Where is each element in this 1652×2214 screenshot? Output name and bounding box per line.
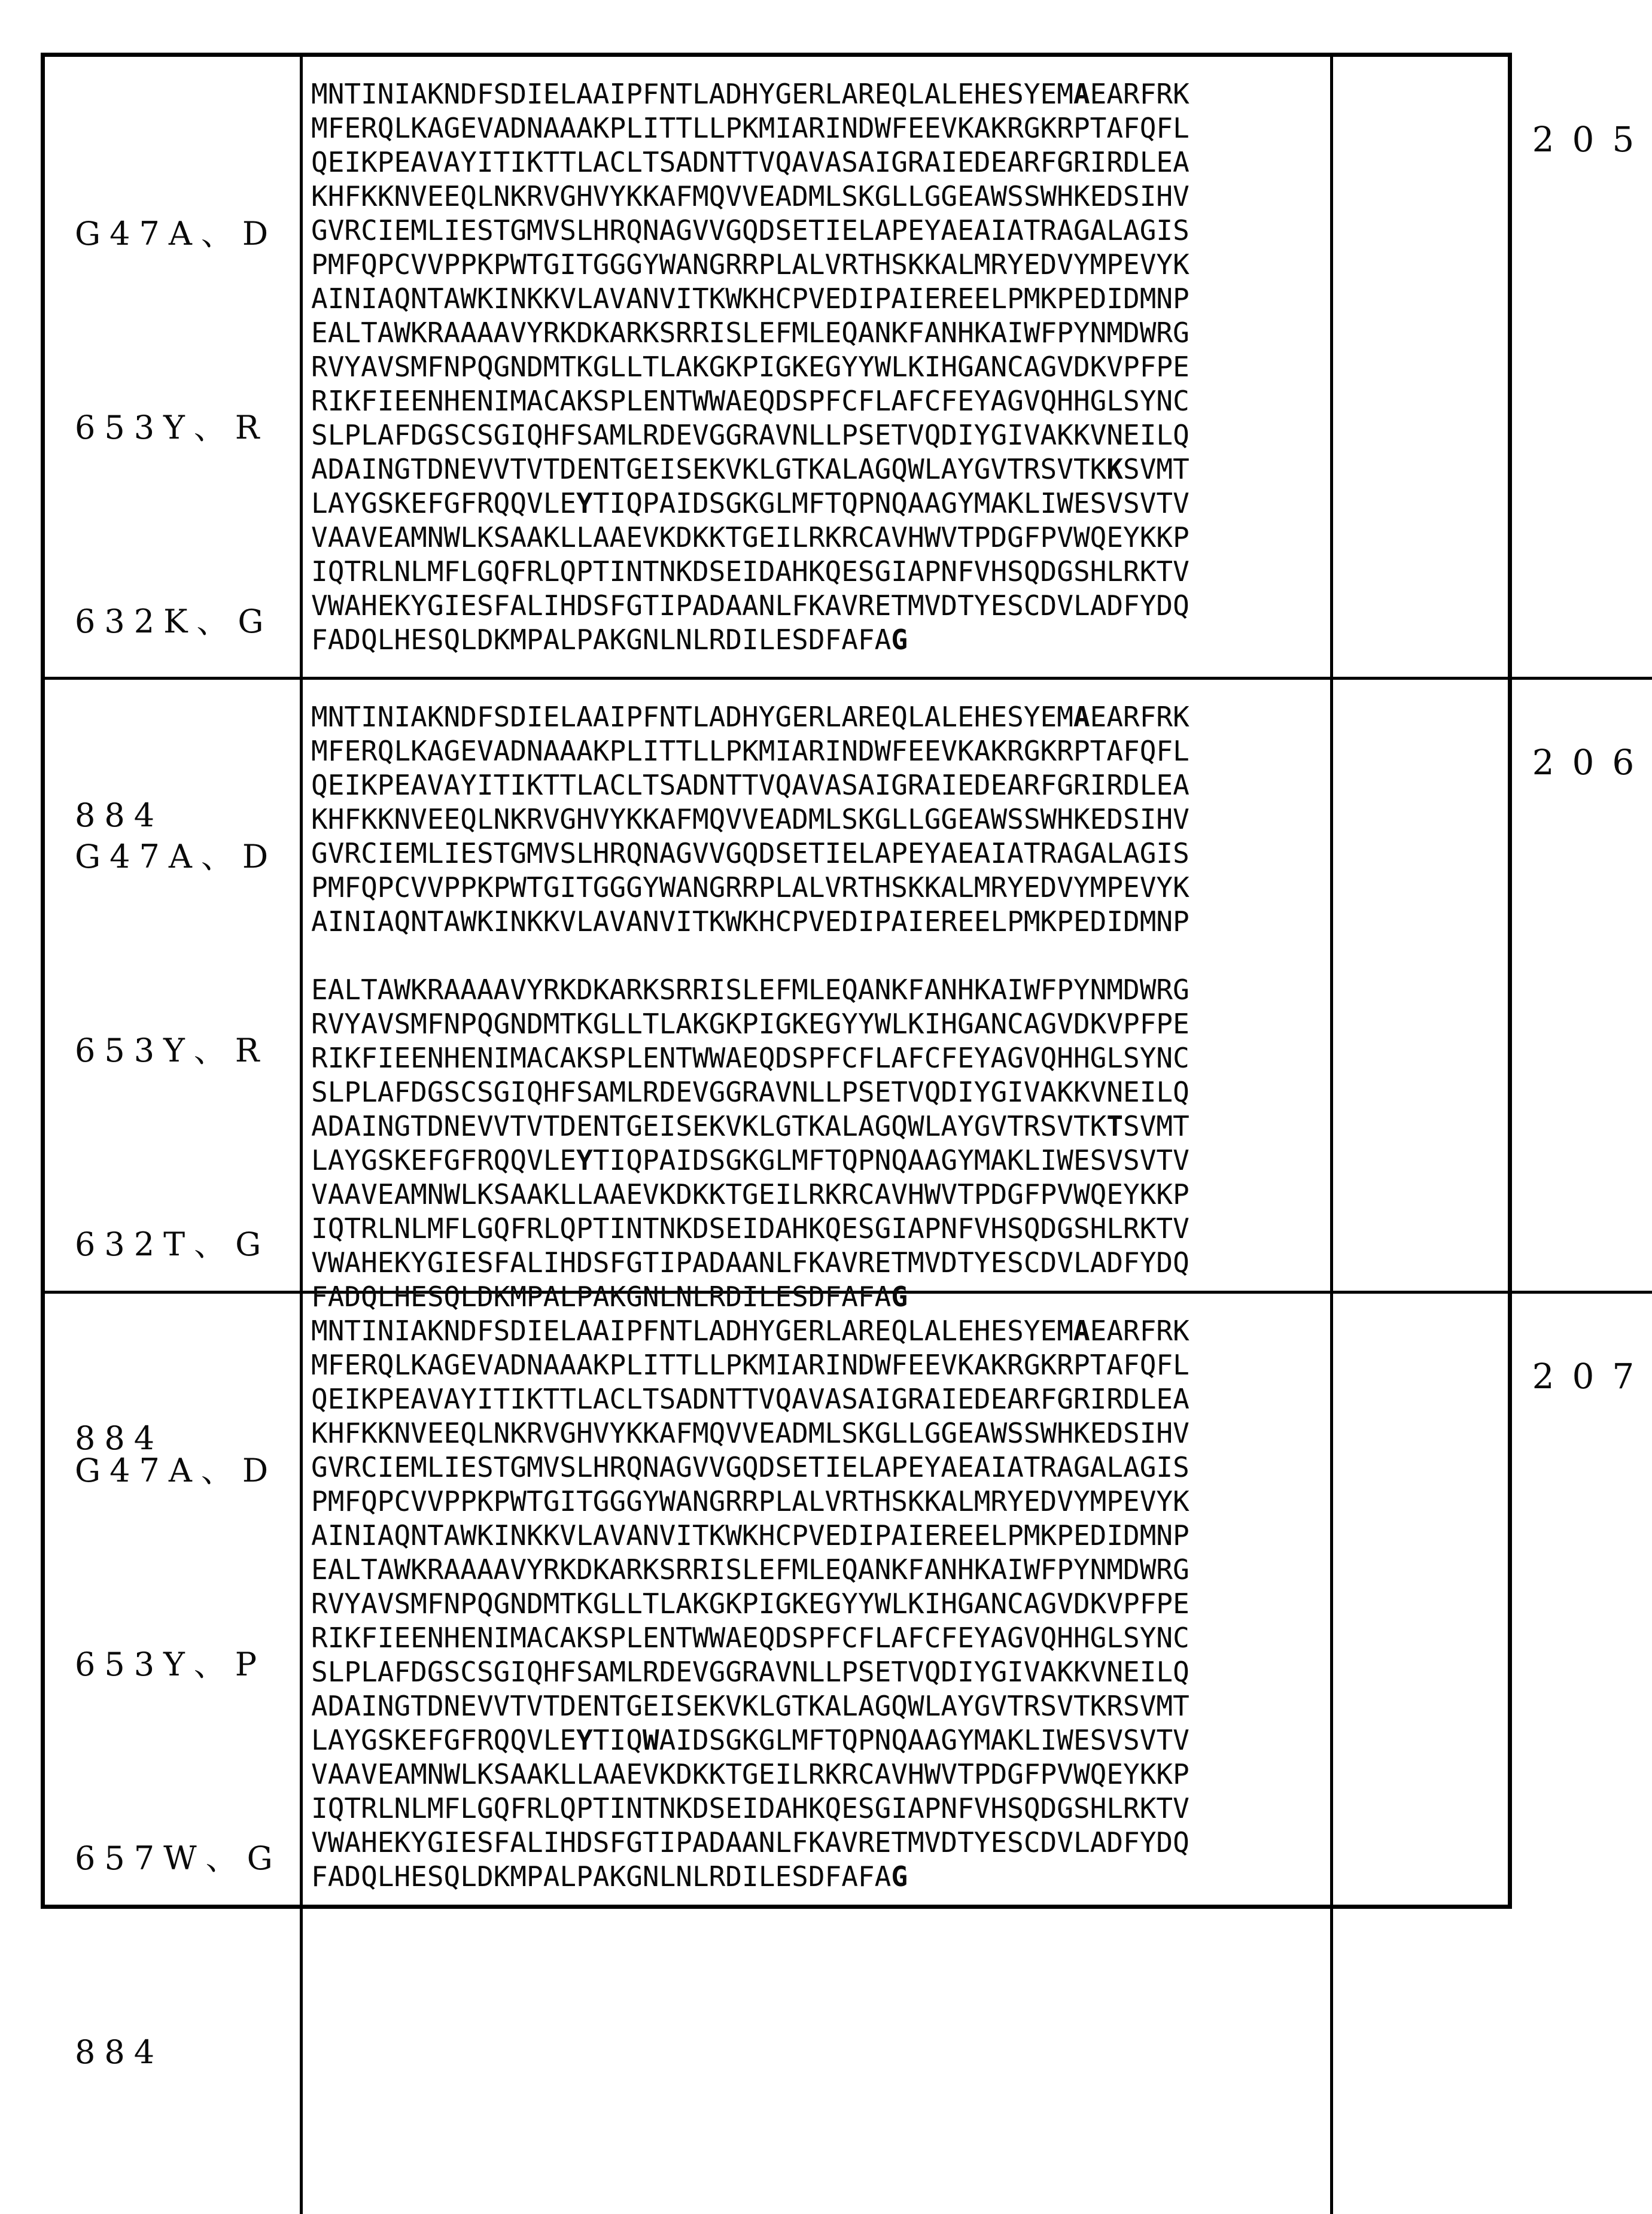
- sequence-line: [311, 589, 1330, 623]
- sequence-segment: RVYAVSMFNPQGNDMTKGLLTLAKGKPIGKEGYYWLKIHGANCAGVDKVPFPE: [311, 1587, 1189, 1620]
- sequence-line: [311, 1621, 1330, 1655]
- sequence-segment: RVYAVSMFNPQGNDMTKGLLTLAKGKPIGKEGYYWLKIHGANCAGVDKVPFPE: [311, 351, 1189, 383]
- mutation-label-line: G47A、D: [75, 1452, 278, 1489]
- sequence-segment: AIDSGKGLMFTQPNQAAGYMAKLIWESVSVTV: [659, 1724, 1189, 1756]
- sequence-segment: VWAHEKYGIESFALIHDSFGTIPADAANLFKAVRETMVDTYESCDVLADFYDQ: [311, 1826, 1189, 1859]
- seq-id-number: 207: [1532, 1356, 1652, 1397]
- sequence-segment: KHFKKNVEEQLNKRVGHVYKKAFMQVVEADMLSKGLLGGEAWSSWHKEDSIHV: [311, 803, 1189, 835]
- sequence-segment: IQTRLNLMFLGQFRLQPTINTNKDSEIDAHKQESGIAPNFVHSQDGSHLRKTV: [311, 555, 1189, 588]
- sequence-segment: VWAHEKYGIESFALIHDSFGTIPADAANLFKAVRETMVDTYESCDVLADFYDQ: [311, 589, 1189, 622]
- sequence-line: [311, 1792, 1330, 1826]
- sequence-line: [311, 555, 1330, 589]
- sequence-segment: TIQ: [592, 1724, 643, 1756]
- sequence-line: [311, 700, 1330, 734]
- sequence-segment: LAYGSKEFGFRQQVLE: [311, 1144, 577, 1176]
- sequence-table: [41, 53, 1652, 2071]
- mutated-residue: A: [1073, 1315, 1090, 1347]
- seq-id-number: 205: [1532, 119, 1652, 160]
- sequence-line: [311, 384, 1330, 418]
- sequence-segment: AINIAQNTAWKINKKVLAVANVITKWKHCPVEDIPAIEREELPMKPEDIDMNP: [311, 905, 1189, 938]
- mutation-label-line: G47A、D: [75, 215, 278, 253]
- sequence-segment: FADQLHESQLDKMPALPAKGNLNLRDILESDFAFA: [311, 1860, 892, 1893]
- mutated-residue: K: [1106, 453, 1124, 485]
- sequence-line: [311, 316, 1330, 350]
- mutation-label-cell-1: [45, 57, 303, 834]
- sequence-line: [311, 734, 1330, 768]
- sequence-line: [311, 1041, 1330, 1075]
- mutated-residue: A: [1073, 78, 1090, 110]
- sequence-line: [311, 1826, 1330, 1860]
- mutated-residue: G: [891, 1281, 908, 1313]
- sequence-line: [311, 77, 1330, 111]
- sequence-line: [311, 1212, 1330, 1246]
- mutation-label-cell-3: [45, 1294, 303, 2214]
- sequence-segment: SVMT: [1123, 1110, 1189, 1142]
- mutated-residue: W: [642, 1724, 659, 1756]
- sequence-line: [311, 452, 1330, 486]
- sequence-segment: ADAINGTDNEVVTVTDENTGEISEKVKLGTKALAGQWLAYGVTRSVTK: [311, 453, 1107, 485]
- mutated-residue: T: [1106, 1110, 1124, 1142]
- sequence-segment: VAAVEAMNWLKSAAKLLAAEVKDKKTGEILRKRCAVHWVTPDGFPVWQEYKKP: [311, 521, 1189, 554]
- sequence-segment: MFERQLKAGEVADNAAAKPLITTLLPKMIARINDWFEEVKAKRGKRPTAFQFL: [311, 112, 1189, 144]
- sequence-segment: ADAINGTDNEVVTVTDENTGEISEKVKLGTKALAGQWLAYGVTRSVTK: [311, 1110, 1107, 1142]
- protein-sequence-cell-1: [303, 57, 1333, 680]
- sequence-segment: IQTRLNLMFLGQFRLQPTINTNKDSEIDAHKQESGIAPNFVHSQDGSHLRKTV: [311, 1212, 1189, 1245]
- sequence-segment: QEIKPEAVAYITIKTTLACLTSADNTTVQAVASAIGRAIEDEARFGRIRDLEA: [311, 1383, 1189, 1415]
- sequence-segment: QEIKPEAVAYITIKTTLACLTSADNTTVQAVASAIGRAIEDEARFGRIRDLEA: [311, 769, 1189, 801]
- mutated-residue: G: [891, 1860, 908, 1893]
- mutation-label-line: G47A、D: [75, 838, 278, 875]
- sequence-line: [311, 1485, 1330, 1519]
- sequence-line: [311, 1144, 1330, 1178]
- sequence-line: [311, 1519, 1330, 1553]
- sequence-line: [311, 1723, 1330, 1757]
- sequence-line: [311, 871, 1330, 905]
- sequence-segment: LAYGSKEFGFRQQVLE: [311, 487, 577, 519]
- sequence-line: [311, 1757, 1330, 1792]
- mutated-residue: A: [1073, 701, 1090, 733]
- mutation-label-line: 632K、G: [75, 603, 273, 640]
- sequence-segment: MFERQLKAGEVADNAAAKPLITTLLPKMIARINDWFEEVKAKRGKRPTAFQFL: [311, 1349, 1189, 1381]
- sequence-segment: EARFRK: [1090, 78, 1189, 110]
- sequence-line: [311, 973, 1330, 1007]
- sequence-line: [311, 768, 1330, 802]
- sequence-segment: AINIAQNTAWKINKKVLAVANVITKWKHCPVEDIPAIEREELPMKPEDIDMNP: [311, 282, 1189, 315]
- mutation-label-line: 653Y、R: [75, 409, 269, 446]
- sequence-segment: RIKFIEENHENIMACAKSPLENTWWAEQDSPFCFLAFCFEYAGVQHHGLSYNC: [311, 1042, 1189, 1074]
- mutated-residue: Y: [576, 487, 593, 519]
- sequence-segment: FADQLHESQLDKMPALPAKGNLNLRDILESDFAFA: [311, 624, 892, 656]
- mutation-label-line: 653Y、R: [75, 1032, 269, 1069]
- sequence-segment: KHFKKNVEEQLNKRVGHVYKKAFMQVVEADMLSKGLLGGEAWSSWHKEDSIHV: [311, 1417, 1189, 1449]
- sequence-line: [311, 418, 1330, 452]
- sequence-line: [311, 1178, 1330, 1212]
- protein-sequence-cell-2: [303, 680, 1333, 1313]
- sequence-segment: EALTAWKRAAAAVYRKDKARKSRRISLEFMLEQANKFANHKAIWFPYNMDWRG: [311, 974, 1189, 1006]
- protein-sequence-cell-3: [303, 1294, 1333, 2214]
- mutation-label-line: 884: [75, 2033, 164, 2071]
- sequence-segment: VAAVEAMNWLKSAAKLLAAEVKDKKTGEILRKRCAVHWVTPDGFPVWQEYKKP: [311, 1178, 1189, 1211]
- sequence-segment: GVRCIEMLIESTGMVSLHRQNAGVVGQDSETIELAPEYAEAIATRAGALAGIS: [311, 837, 1189, 869]
- sequence-segment: GVRCIEMLIESTGMVSLHRQNAGVVGQDSETIELAPEYAEAIATRAGALAGIS: [311, 214, 1189, 247]
- sequence-line: [311, 1553, 1330, 1587]
- sequence-line: [311, 1348, 1330, 1382]
- sequence-line: [311, 1007, 1330, 1041]
- sequence-line: [311, 1246, 1330, 1280]
- sequence-line: [311, 248, 1330, 282]
- sequence-line: [311, 180, 1330, 214]
- sequence-segment: MNTINIAKNDFSDIELAAIPFNTLADHYGERLAREQLALEHESYEM: [311, 78, 1073, 110]
- sequence-segment: VAAVEAMNWLKSAAKLLAAEVKDKKTGEILRKRCAVHWVTPDGFPVWQEYKKP: [311, 1758, 1189, 1790]
- sequence-segment: TIQPAIDSGKGLMFTQPNQAAGYMAKLIWESVSVTV: [592, 1144, 1189, 1176]
- seq-id-cell-3: [1333, 1294, 1652, 2214]
- sequence-segment: PMFQPCVVPPKPWTGITGGGYWANGRRPLALVRTHSKKALMRYEDVYMPEVYK: [311, 871, 1189, 904]
- sequence-line: [311, 1450, 1330, 1485]
- sequence-segment: ADAINGTDNEVVTVTDENTGEISEKVKLGTKALAGQWLAYGVTRSVTKRSVMT: [311, 1690, 1189, 1722]
- sequence-segment: RIKFIEENHENIMACAKSPLENTWWAEQDSPFCFLAFCFEYAGVQHHGLSYNC: [311, 1622, 1189, 1654]
- sequence-line: [311, 214, 1330, 248]
- sequence-segment: MNTINIAKNDFSDIELAAIPFNTLADHYGERLAREQLALEHESYEM: [311, 1315, 1073, 1347]
- sequence-segment: LAYGSKEFGFRQQVLE: [311, 1724, 577, 1756]
- sequence-line: [311, 1314, 1330, 1348]
- sequence-segment: GVRCIEMLIESTGMVSLHRQNAGVVGQDSETIELAPEYAEAIATRAGALAGIS: [311, 1451, 1189, 1483]
- sequence-segment: EARFRK: [1090, 701, 1189, 733]
- sequence-segment: MNTINIAKNDFSDIELAAIPFNTLADHYGERLAREQLALEHESYEM: [311, 701, 1073, 733]
- sequence-line: [311, 623, 1330, 657]
- sequence-segment: IQTRLNLMFLGQFRLQPTINTNKDSEIDAHKQESGIAPNFVHSQDGSHLRKTV: [311, 1792, 1189, 1824]
- sequence-line: [311, 1382, 1330, 1416]
- sequence-segment: PMFQPCVVPPKPWTGITGGGYWANGRRPLALVRTHSKKALMRYEDVYMPEVYK: [311, 248, 1189, 281]
- sequence-segment: EALTAWKRAAAAVYRKDKARKSRRISLEFMLEQANKFANHKAIWFPYNMDWRG: [311, 317, 1189, 349]
- sequence-segment: QEIKPEAVAYITIKTTLACLTSADNTTVQAVASAIGRAIEDEARFGRIRDLEA: [311, 146, 1189, 178]
- sequence-line: [311, 1587, 1330, 1621]
- sequence-line: [311, 350, 1330, 384]
- sequence-line: [311, 486, 1330, 521]
- sequence-line: [311, 837, 1330, 871]
- mutated-residue: Y: [576, 1144, 593, 1176]
- mutation-label-line: 653Y、P: [75, 1646, 266, 1683]
- sequence-segment: KHFKKNVEEQLNKRVGHVYKKAFMQVVEADMLSKGLLGGEAWSSWHKEDSIHV: [311, 180, 1189, 212]
- seq-id-number: 206: [1532, 742, 1652, 783]
- sequence-line: [311, 111, 1330, 145]
- sequence-segment: FADQLHESQLDKMPALPAKGNLNLRDILESDFAFA: [311, 1281, 892, 1313]
- sequence-segment: MFERQLKAGEVADNAAAKPLITTLLPKMIARINDWFEEVKAKRGKRPTAFQFL: [311, 735, 1189, 767]
- mutation-label-cell-2: [45, 680, 303, 1457]
- sequence-segment: VWAHEKYGIESFALIHDSFGTIPADAANLFKAVRETMVDTYESCDVLADFYDQ: [311, 1246, 1189, 1279]
- mutation-label-line: 884: [75, 1419, 164, 1457]
- mutation-label-line: 632T、G: [75, 1225, 270, 1263]
- sequence-line: [311, 905, 1330, 939]
- sequence-segment: PMFQPCVVPPKPWTGITGGGYWANGRRPLALVRTHSKKALMRYEDVYMPEVYK: [311, 1485, 1189, 1517]
- sequence-line: [311, 1075, 1330, 1109]
- sequence-segment: SVMT: [1123, 453, 1189, 485]
- sequence-segment: SLPLAFDGSCSGIQHFSAMLRDEVGGRAVNLLPSETVQDIYGIVAKKVNEILQ: [311, 1076, 1189, 1108]
- sequence-blank-line: [311, 939, 1330, 973]
- sequence-line: [311, 1689, 1330, 1723]
- sequence-segment: EARFRK: [1090, 1315, 1189, 1347]
- sequence-segment: AINIAQNTAWKINKKVLAVANVITKWKHCPVEDIPAIEREELPMKPEDIDMNP: [311, 1519, 1189, 1552]
- sequence-line: [311, 1655, 1330, 1689]
- sequence-segment: TIQPAIDSGKGLMFTQPNQAAGYMAKLIWESVSVTV: [592, 487, 1189, 519]
- sequence-line: [311, 1860, 1330, 1894]
- sequence-line: [311, 282, 1330, 316]
- mutation-label-line: 884: [75, 796, 164, 834]
- sequence-line: [311, 1416, 1330, 1450]
- sequence-line: [311, 802, 1330, 837]
- sequence-segment: SLPLAFDGSCSGIQHFSAMLRDEVGGRAVNLLPSETVQDIYGIVAKKVNEILQ: [311, 419, 1189, 451]
- sequence-line: [311, 145, 1330, 180]
- seq-id-cell-2: [1333, 680, 1652, 1294]
- mutated-residue: G: [891, 624, 908, 656]
- mutated-residue: Y: [576, 1724, 593, 1756]
- mutation-label-line: 657W、G: [75, 1839, 282, 1877]
- sequence-line: [311, 1109, 1330, 1144]
- sequence-segment: SLPLAFDGSCSGIQHFSAMLRDEVGGRAVNLLPSETVQDIYGIVAKKVNEILQ: [311, 1656, 1189, 1688]
- sequence-segment: RIKFIEENHENIMACAKSPLENTWWAEQDSPFCFLAFCFEYAGVQHHGLSYNC: [311, 385, 1189, 417]
- seq-id-cell-1: [1333, 57, 1652, 680]
- sequence-segment: RVYAVSMFNPQGNDMTKGLLTLAKGKPIGKEGYYWLKIHGANCAGVDKVPFPE: [311, 1008, 1189, 1040]
- sequence-segment: EALTAWKRAAAAVYRKDKARKSRRISLEFMLEQANKFANHKAIWFPYNMDWRG: [311, 1553, 1189, 1586]
- sequence-line: [311, 521, 1330, 555]
